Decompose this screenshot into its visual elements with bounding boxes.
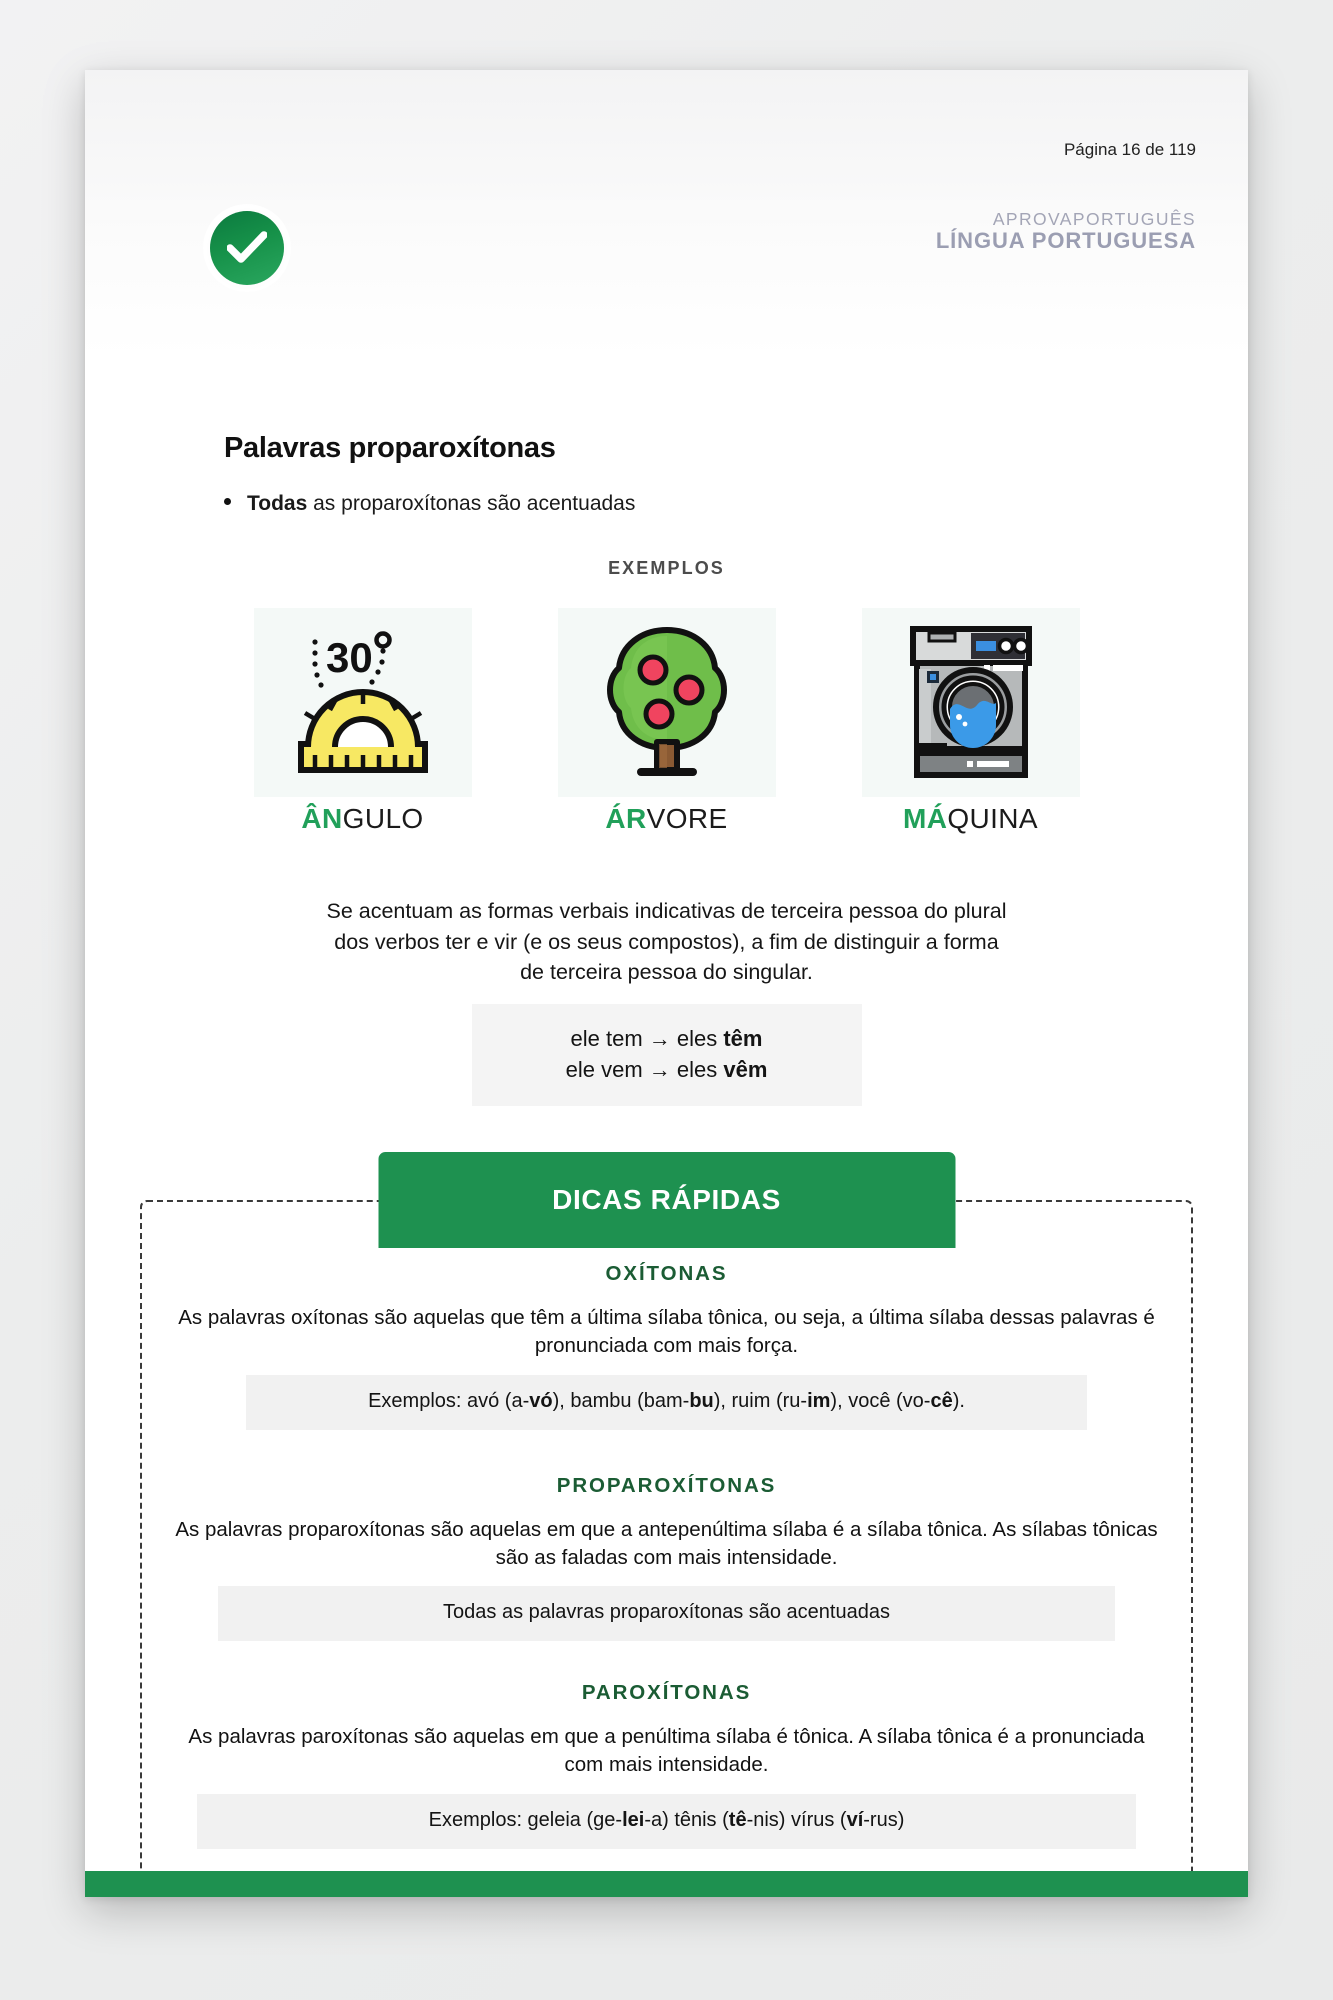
dicas-rapidas-box	[140, 1184, 1193, 1897]
dicas-sections	[164, 1262, 1169, 1849]
verb-line-1-plain: ele tem → eles	[570, 1026, 724, 1051]
stressed-syllable: MÁ	[902, 803, 948, 834]
section-heading: OXÍTONAS	[605, 1262, 728, 1285]
section-gap	[164, 1641, 1169, 1681]
example-label-maquina	[862, 797, 1080, 845]
page-title: Palavras proparoxítonas	[224, 432, 556, 464]
example-label-angulo	[254, 797, 472, 845]
example-text: -nis) vírus (	[746, 1808, 847, 1831]
section-heading: PAROXÍTONAS	[581, 1681, 752, 1705]
section-oxitonas	[164, 1262, 1169, 1430]
bullet-rest: as proparoxítonas são acentuadas	[307, 492, 636, 515]
dicas-banner: DICAS RÁPIDAS	[378, 1152, 955, 1248]
section-gap	[164, 1430, 1169, 1474]
section-paroxitonas	[164, 1681, 1169, 1849]
verb-line-1-bold: têm	[723, 1026, 763, 1051]
examples-card-row	[85, 608, 1248, 845]
stressed-syllable: lei	[622, 1808, 645, 1831]
protractor-icon	[254, 608, 472, 797]
page-bottom-accent-bar	[85, 1871, 1248, 1897]
stressed-syllable: bu	[689, 1389, 714, 1412]
example-text: ), ruim (ru-	[713, 1389, 808, 1412]
example-card-arvore	[558, 608, 776, 845]
example-text: -rus)	[863, 1808, 905, 1831]
verb-line-2-plain: ele vem → eles	[565, 1057, 724, 1083]
bullet-dot-icon	[224, 498, 231, 505]
example-card-maquina	[862, 608, 1080, 845]
stressed-syllable: ÂN	[301, 803, 343, 834]
page-number: Página 16 de 119	[1063, 140, 1196, 159]
verb-line-2-bold: vêm	[723, 1057, 768, 1083]
stressed-syllable: cê	[930, 1389, 953, 1412]
apple-tree-icon	[558, 608, 776, 797]
stressed-syllable: im	[807, 1389, 831, 1412]
page-inner	[85, 70, 1248, 1871]
example-card-angulo	[254, 608, 472, 845]
rest-syllable: VORE	[646, 803, 728, 834]
page-header	[85, 70, 1248, 254]
bullet-bold: Todas	[247, 492, 308, 515]
document-page-card	[85, 70, 1248, 1897]
rest-syllable: GULO	[342, 803, 424, 834]
green-check-circle-icon	[210, 211, 284, 285]
verb-line-1	[472, 1023, 862, 1054]
paragraph-verbos: Se acentuam as formas verbais indicativas de terceira pessoa do plural dos verbos ter e vir (e os seus compostos), a fim de distinguir a forma de terceira pessoa do singular.	[326, 899, 1007, 985]
stressed-syllable: ví	[846, 1808, 864, 1831]
bullet-item	[224, 492, 635, 516]
verb-example-box	[472, 1004, 862, 1106]
section-heading: PROPAROXÍTONAS	[556, 1473, 777, 1497]
verb-line-2	[472, 1054, 862, 1085]
example-text: ).	[952, 1389, 965, 1412]
brand-block	[936, 210, 1196, 253]
stressed-syllable: vó	[529, 1389, 553, 1412]
section-paragraph: As palavras proparoxítonas são aquelas em que a antepenúltima sílaba é a sílaba tônica. As sílabas tônicas são as faladas com mais intensidade.	[175, 1517, 1158, 1569]
example-text: ), bambu (bam-	[552, 1389, 690, 1412]
example-text: Exemplos: avó (a-	[368, 1389, 530, 1412]
example-text: Exemplos: geleia (ge-	[428, 1808, 623, 1831]
stressed-syllable: tê	[728, 1808, 747, 1831]
section-example-box	[218, 1586, 1115, 1641]
brand-line-2: LÍNGUA PORTUGUESA	[935, 228, 1196, 254]
section-proparoxitonas	[164, 1474, 1169, 1642]
section-example-box	[197, 1794, 1136, 1849]
example-label-arvore	[558, 797, 776, 845]
rest-syllable: QUINA	[947, 803, 1039, 834]
bullet-text	[247, 492, 635, 516]
stressed-syllable: ÁR	[605, 803, 647, 834]
svg-text:30: 30	[325, 633, 373, 681]
example-text: ), você (vo-	[830, 1389, 931, 1412]
example-text: -a) tênis (	[644, 1808, 729, 1831]
washing-machine-icon	[862, 608, 1080, 797]
section-paragraph: As palavras oxítonas são aquelas que têm a última sílaba tônica, ou seja, a última sílaba dessas palavras é pronunciada com mais força.	[178, 1306, 1155, 1358]
section-example-box	[246, 1375, 1087, 1430]
example-text: Todas as palavras proparoxítonas são acentuadas	[443, 1601, 890, 1624]
brand-line-1: APROVAPORTUGUÊS	[992, 209, 1196, 229]
section-paragraph: As palavras paroxítonas são aquelas em que a penúltima sílaba é tônica. A sílaba tônica é a pronunciada com mais intensidade.	[188, 1725, 1145, 1777]
examples-label: EXEMPLOS	[608, 558, 725, 578]
